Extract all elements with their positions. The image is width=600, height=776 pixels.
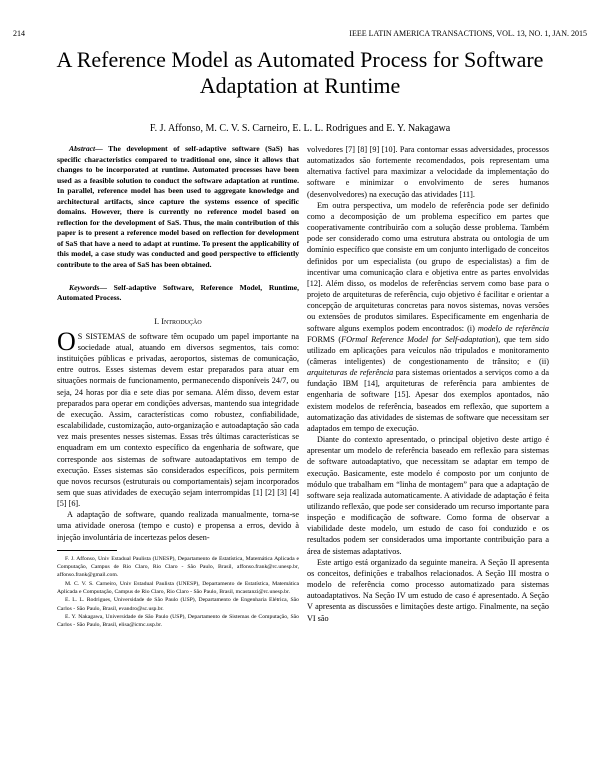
section-title: Introdução <box>161 316 202 326</box>
author-list: F. J. Affonso, M. C. V. S. Carneiro, E. L. L. Rodrigues and E. Y. Nakagawa <box>149 123 451 134</box>
footnote-nakagawa: E. Y. Nakagawa, Universidade de São Paulo (USP), Departamento de Sistemas de Computação, São Carlos - São Paulo, Brasil, elisa@icmc.usp.br. <box>57 613 299 629</box>
intro-text-1: de software têm ocupado um papel importante na sociedade atual, atuando em diversos segmentos, tais como: instituições públicas e privadas, aeroportos, sistemas de comunicação, entre outros. Esses sistemas devem estar preparados para atuar em situações normais de funcionamento, permanecendo disponíveis 24/7, ou seja, 24 horas por dia e sete dias por semana. Além disso, devem estar preparados para operar em condições adversas, mantendo sua integridade de execução. Assim, características como robustez, confiabilidade, escalabilidade, customização, auto-organização e autoadaptação são cada vez mais presentes nesses sistemas. Essas três últimas características se enquadram em um contexto específico da engenharia de software, que corresponde aos sistemas de software autoadaptativos em tempo de execução. Esses sistemas são considerados específicos, pois permitem que novos recursos (estruturais ou comportamentais) sejam incorporados sem que suas atividades de execução sejam interrompidas [1] [2] [3] [4] [5] [6]. <box>57 331 299 509</box>
page-number: 214 <box>13 29 25 38</box>
p2-italic-2: FOrmal Reference Model for Self-adaptation <box>341 334 496 344</box>
keywords-text: — Self-adaptive Software, Reference Model, Runtime, Automated Process. <box>57 282 299 303</box>
drop-cap: O <box>57 326 76 356</box>
right-column <box>307 144 549 624</box>
p2-italic-1: modelo de referência <box>477 323 549 333</box>
footnote-rule <box>57 550 117 551</box>
footnotes <box>57 555 299 630</box>
intro-paragraph-1 <box>57 326 299 510</box>
body-paragraph-2 <box>307 200 549 434</box>
keywords-lead: Keywords <box>69 282 100 292</box>
journal-header: IEEE LATIN AMERICA TRANSACTIONS, VOL. 13, NO. 1, JAN. 2015 <box>349 29 587 38</box>
intro-paragraph-2: A adaptação de software, quando realizada manualmente, torna-se uma atividade onerosa (tempo e custo) e propensa a erros, devido à injeção involuntária de incertezas pelos desen- <box>57 510 299 542</box>
footnote-carneiro: M. C. V. S. Carneiro, Univ Estadual Paulista (UNESP), Departamento de Estatística, Matemática Aplicada e Computação, Campus de Rio Claro, Rio Claro - São Paulo, Brasil, mcastanzi@rc.unesp.br. <box>57 580 299 595</box>
keywords <box>57 283 299 304</box>
p2-text-c: ), que tem sido utilizado em aplicações para veículos não tripulados e monitoramento (câmeras inteligentes) de congestionamento de trânsito; e (ii) <box>307 334 549 366</box>
abstract-text: — The development of self-adaptive software (SaS) has specific characteristics compared to traditional one, since it allows that changes to be incorporated at runtime. Automated processes have been used as a feasible solution to conduct the software adaptation at runtime. In parallel, reference model has been used to aggregate knowledge and architectural artifacts, since capture the systems essence of specific domains. However, there is currently no reference model based on reflection for the development of SaS. Thus, the main contribution of this paper is to present a reference model based on reflection for development of SaS that have a need to adapt at runtime. To present the applicability of this model, a case study was conducted and good perspective to efficiently contribute to the area of SaS has been obtained. <box>57 144 299 270</box>
left-column <box>57 144 299 629</box>
p2-text-d: para sistemas orientados a serviços como a da fundação IBM [14], arquiteturas de referência para ambientes de engenharia de software [15]. Apesar dos exemplos apontados, não existem modelos de referência, baseados em reflexão, que suportem a automatização das atividades de sistemas de software que necessitam ser adaptados em tempo de execução. <box>307 368 549 433</box>
section-heading <box>57 316 299 327</box>
p2-italic-3: arquiteturas de referência <box>307 368 394 378</box>
body-paragraph-1: volvedores [7] [8] [9] [10]. Para contornar essas adversidades, processos automatizados são fortemente recomendados, pois representam uma alternativa factível para maximizar a velocidade da implementação do software e minimizar o envolvimento de seres humanos (desenvolvedores) na execução das atividades [11]. <box>307 145 549 199</box>
p2-text-b: FORMS ( <box>307 334 342 344</box>
footnote-affonso: F. J. Affonso, Univ Estadual Paulista (UNESP), Departamento de Estatística, Matemática Aplicada e Computação, Campus de Rio Claro, Rio Claro - São Paulo, Brasil, affonso.frank@rc.unesp.br, affonso.frank@gmail.com. <box>57 555 299 579</box>
p2-text-a: Em outra perspectiva, um modelo de referência pode ser definido como a decomposição de um problema específico em partes que cooperativamente contribuirão com a solução desse problema. Também pode ser considerado como uma estrutura abstrata ou ontologia de um domínio específico que consiste em um conjunto interligado de conceitos definidos por um especialista (ou grupo de especialistas) a fim de incentivar uma comunicação clara e objetiva entre as partes envolvidas [12]. Além disso, os modelos de referências servem como base para o projeto de arquiteturas de referência, cujo objetivo é facilitar e orientar a concepção de arquiteturas concretas para novos sistemas, novas versões ou extensões de produtos similares. Especificamente em engenharia de software alguns exemplos podem encontrados: (i) <box>307 200 549 333</box>
body-paragraph-3: Diante do contexto apresentado, o principal objetivo deste artigo é apresentar um modelo de referência baseado em reflexão para sistemas de software autoadaptativo, que necessitam se adaptar em tempo de execução. Basicamente, este modelo é composto por um conjunto de módulo que trabalham em “linha de montagem” para que a adaptação de software seja realizada automaticamente. A atividade de adaptação é feita utilizando reflexão, que pode ser considerado um recurso importante para inspeção e modificação de software. Como forma de observar a viabilidade deste modelo, um estudo de caso foi conduzido e os resultados podem ser considerados uma importante contribuição para a área de sistemas adaptativos. <box>307 435 549 556</box>
abstract-lead: Abstract <box>69 144 96 153</box>
section-number: I. <box>154 316 162 326</box>
abstract <box>57 144 299 271</box>
intro-first-words: S SISTEMAS <box>77 331 126 341</box>
paper-title: A Reference Model as Automated Process for Software Adaptation at Runtime <box>56 47 544 98</box>
body-paragraph-4: Este artigo está organizado da seguinte maneira. A Seção II apresenta os conceitos, definições e trabalhos relacionados. A Seção III mostra o modelo de referência como processo automatizado para sistemas autoadaptativos. Na Seção IV um estudo de caso é apresentado. A Seção V apresenta as discussões e limitações deste artigo. Finalmente, na seção VI são <box>307 557 549 623</box>
footnote-rodrigues: E. L. L. Rodrigues, Universidade de São Paulo (USP), Departamento de Engenharia Elétrica, São Carlos - São Paulo, Brasil, evandro@sc.usp.br. <box>57 597 299 612</box>
